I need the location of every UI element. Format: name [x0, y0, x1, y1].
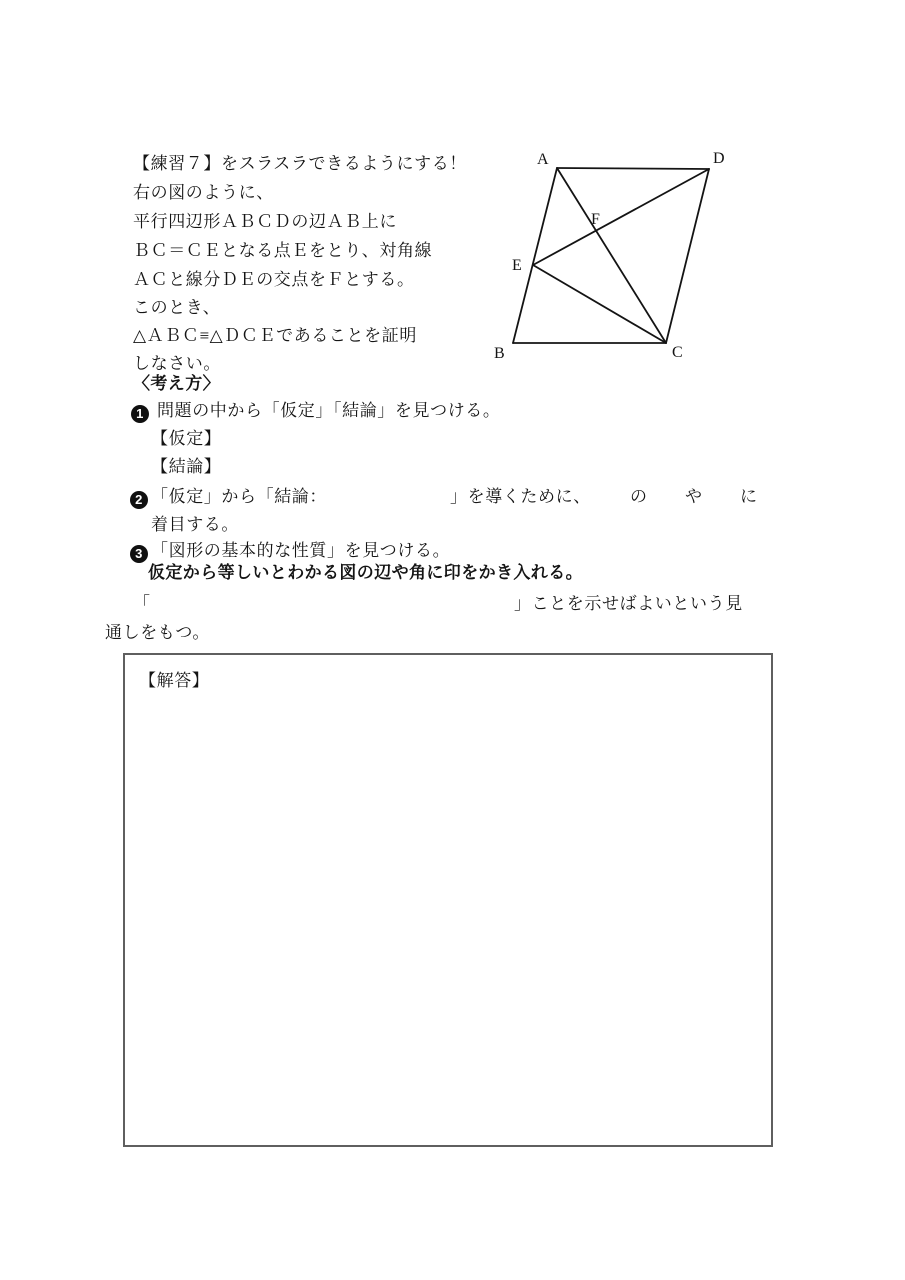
problem-line-7: しなさい。 [133, 354, 221, 373]
step-1-text: 問題の中から「仮定」「結論」を見つける。 [157, 401, 501, 420]
step-2-blank-word-3: に [740, 487, 758, 506]
edge-AD [557, 168, 709, 169]
approach-step-3 [130, 539, 450, 563]
step-2-continuation: 着目する。 [151, 515, 239, 534]
step-3-text: 「図形の基本的な性質」を見つける。 [151, 541, 451, 560]
conclusion-label: 【結論】 [151, 457, 222, 476]
edge-DC [666, 169, 709, 343]
outlook-close-part: 」ことを示せばよいという見 [514, 594, 743, 613]
problem-title: 【練習７】をスラスラできるようにする！ [133, 154, 467, 173]
problem-line-3: ＢＣ＝ＣＥとなる点Ｅをとり、対角線 [133, 241, 433, 260]
problem-line-2: 平行四辺形ＡＢＣＤの辺ＡＢ上に [133, 212, 397, 231]
edge-AC [557, 168, 666, 343]
step-2-part1: 「仮定」から「結論： [151, 487, 327, 506]
outlook-open-bracket: 「 [133, 594, 151, 613]
problem-line-4: ＡＣと線分ＤＥの交点をＦとする。 [133, 270, 415, 289]
edge-EC [533, 265, 666, 343]
step-1-number-icon: 1 [131, 405, 149, 423]
answer-box-label: 【解答】 [139, 671, 210, 690]
step-3-emphasis: 仮定から等しいとわかる図の辺や角に印をかき入れる。 [148, 563, 583, 582]
problem-line-1: 右の図のように、 [133, 183, 274, 202]
vertex-label-A: A [537, 151, 549, 168]
step-2-part2: 」を導くために、 [450, 487, 591, 506]
edge-DE [533, 169, 709, 265]
step-2-number-icon: 2 [130, 491, 148, 509]
answer-box [123, 653, 773, 1147]
approach-step-1 [131, 399, 501, 423]
vertex-label-D: D [713, 150, 725, 167]
assumption-label: 【仮定】 [151, 429, 222, 448]
vertex-label-F: F [591, 211, 600, 228]
approach-heading: 〈考え方〉 [133, 374, 220, 393]
vertex-label-C: C [672, 344, 683, 361]
parallelogram-diagram [480, 140, 790, 370]
step-2-blank-word-1: の [630, 487, 648, 506]
approach-step-2-lead [130, 485, 327, 509]
problem-line-5: このとき、 [133, 298, 221, 317]
problem-line-6: △ＡＢＣ≡△ＤＣＥであることを証明 [133, 326, 417, 345]
step-3-number-icon: 3 [130, 545, 148, 563]
vertex-label-E: E [512, 257, 522, 274]
outlook-continuation: 通しをもつ。 [105, 623, 210, 642]
step-2-blank-word-2: や [685, 487, 703, 506]
vertex-label-B: B [494, 345, 505, 362]
